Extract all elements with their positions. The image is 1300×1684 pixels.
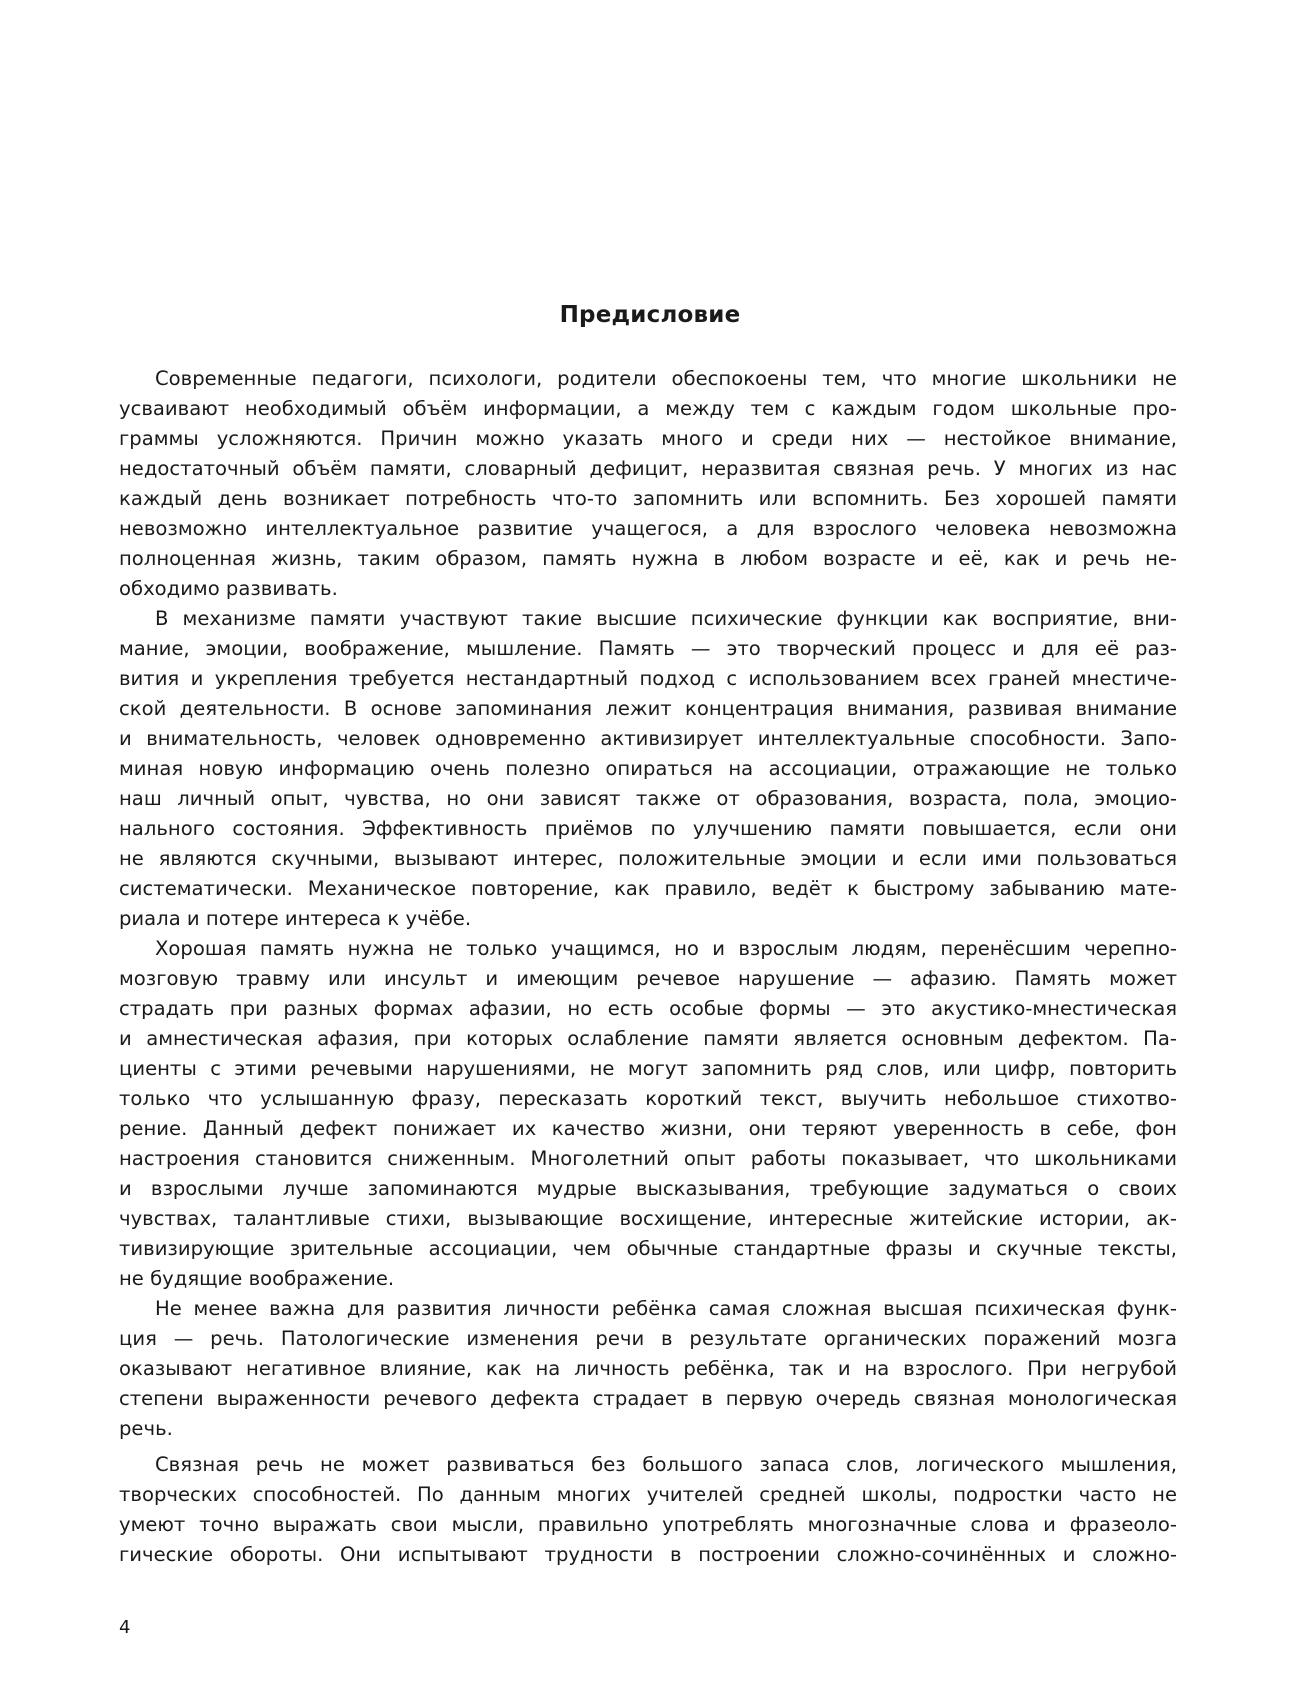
- text-line: и взрослыми лучше запоминаются мудрые высказывания, требующие задуматься о своих: [119, 1177, 1177, 1200]
- text-line: тивизирующие зрительные ассоциации, чем обычные стандартные фразы и скучные тексты,: [119, 1237, 1177, 1260]
- text-line: каждый день возникает потребность что-то запомнить или вспомнить. Без хорошей памяти: [119, 487, 1177, 510]
- text-line: В механизме памяти участвуют такие высшие психические функции как восприятие, вни-: [155, 607, 1177, 630]
- text-line: Связная речь не может развиваться без большого запаса слов, логического мышления,: [155, 1453, 1177, 1476]
- paragraph-1: [119, 364, 1177, 604]
- page-title: Предисловие: [559, 302, 741, 328]
- text-line: вития и укрепления требуется нестандартный подход с использованием всех граней мнестиче-: [119, 667, 1177, 690]
- text-line: Не менее важна для развития личности ребёнка самая сложная высшая психическая функ-: [155, 1297, 1177, 1320]
- text-line: ской деятельности. В основе запоминания лежит концентрация внимания, развивая внимание: [119, 697, 1177, 720]
- text-line: циенты с этими речевыми нарушениями, не могут запомнить ряд слов, или цифр, повторить: [119, 1057, 1177, 1080]
- text-line: невозможно интеллектуальное развитие учащегося, а для взрослого человека невозможна: [119, 517, 1177, 540]
- text-line: риала и потере интереса к учёбе.: [119, 907, 472, 930]
- paragraph-4: [119, 1294, 1177, 1444]
- text-line: рение. Данный дефект понижает их качество жизни, они теряют уверенность в себе, фон: [119, 1117, 1177, 1140]
- text-line: творческих способностей. По данным многих учителей средней школы, подростки часто не: [119, 1483, 1177, 1506]
- paragraph-3: [119, 934, 1177, 1294]
- text-line: ция — речь. Патологические изменения речи в результате органических поражений мозга: [119, 1327, 1177, 1350]
- text-line: усваивают необходимый объём информации, а между тем с каждым годом школьные про-: [119, 397, 1177, 420]
- text-line: не будящие воображение.: [119, 1267, 395, 1290]
- text-line: Современные педагоги, психологи, родители обеспокоены тем, что многие школьники не: [155, 367, 1177, 390]
- text-line: полноценная жизнь, таким образом, память нужна в любом возрасте и её, как и речь не-: [119, 547, 1177, 570]
- text-line: мозговую травму или инсульт и имеющим речевое нарушение — афазию. Память может: [119, 967, 1177, 990]
- text-line: оказывают негативное влияние, как на личность ребёнка, так и на взрослого. При негрубой: [119, 1357, 1177, 1380]
- text-line: умеют точно выражать свои мысли, правильно употреблять многозначные слова и фразеоло-: [119, 1513, 1177, 1536]
- paragraph-5: [119, 1450, 1177, 1570]
- text-line: только что услышанную фразу, пересказать короткий текст, выучить небольшое стихотво-: [119, 1087, 1177, 1110]
- text-line: страдать при разных формах афазии, но есть особые формы — это акустико-мнестическая: [119, 997, 1177, 1020]
- text-line: чувствах, талантливые стихи, вызывающие восхищение, интересные житейские истории, ак-: [119, 1207, 1177, 1230]
- text-line: и амнестическая афазия, при которых ослабление памяти является основным дефектом. Па-: [119, 1027, 1177, 1050]
- text-line: мание, эмоции, воображение, мышление. Память — это творческий процесс и для её раз-: [119, 637, 1177, 660]
- text-line: не являются скучными, вызывают интерес, положительные эмоции и если ими пользоваться: [119, 847, 1177, 870]
- text-line: недостаточный объём памяти, словарный дефицит, неразвитая связная речь. У многих из нас: [119, 457, 1177, 480]
- text-line: речь.: [119, 1417, 173, 1440]
- text-line: и внимательность, человек одновременно активизирует интеллектуальные способности. Запо-: [119, 727, 1177, 750]
- text-line: настроения становится сниженным. Многолетний опыт работы показывает, что школьниками: [119, 1147, 1177, 1170]
- text-line: наш личный опыт, чувства, но они зависят также от образования, возраста, пола, эмоцио-: [119, 787, 1177, 810]
- text-line: нального состояния. Эффективность приёмов по улучшению памяти повышается, если они: [119, 817, 1177, 840]
- text-line: Хорошая память нужна не только учащимся, но и взрослым людям, перенёсшим черепно-: [155, 937, 1177, 960]
- body-text: [119, 364, 1177, 1570]
- text-line: миная новую информацию очень полезно опираться на ассоциации, отражающие не только: [119, 757, 1177, 780]
- text-line: обходимо развивать.: [119, 577, 338, 600]
- text-line: граммы усложняются. Причин можно указать много и среди них — нестойкое внимание,: [119, 427, 1177, 450]
- paragraph-2: [119, 604, 1177, 934]
- text-line: гические обороты. Они испытывают трудности в построении сложно-сочинённых и сложно-: [119, 1543, 1177, 1566]
- text-line: систематически. Механическое повторение, как правило, ведёт к быстрому забыванию мате-: [119, 877, 1177, 900]
- page-number: 4: [119, 1617, 131, 1638]
- text-line: степени выраженности речевого дефекта страдает в первую очередь связная монологическая: [119, 1387, 1177, 1410]
